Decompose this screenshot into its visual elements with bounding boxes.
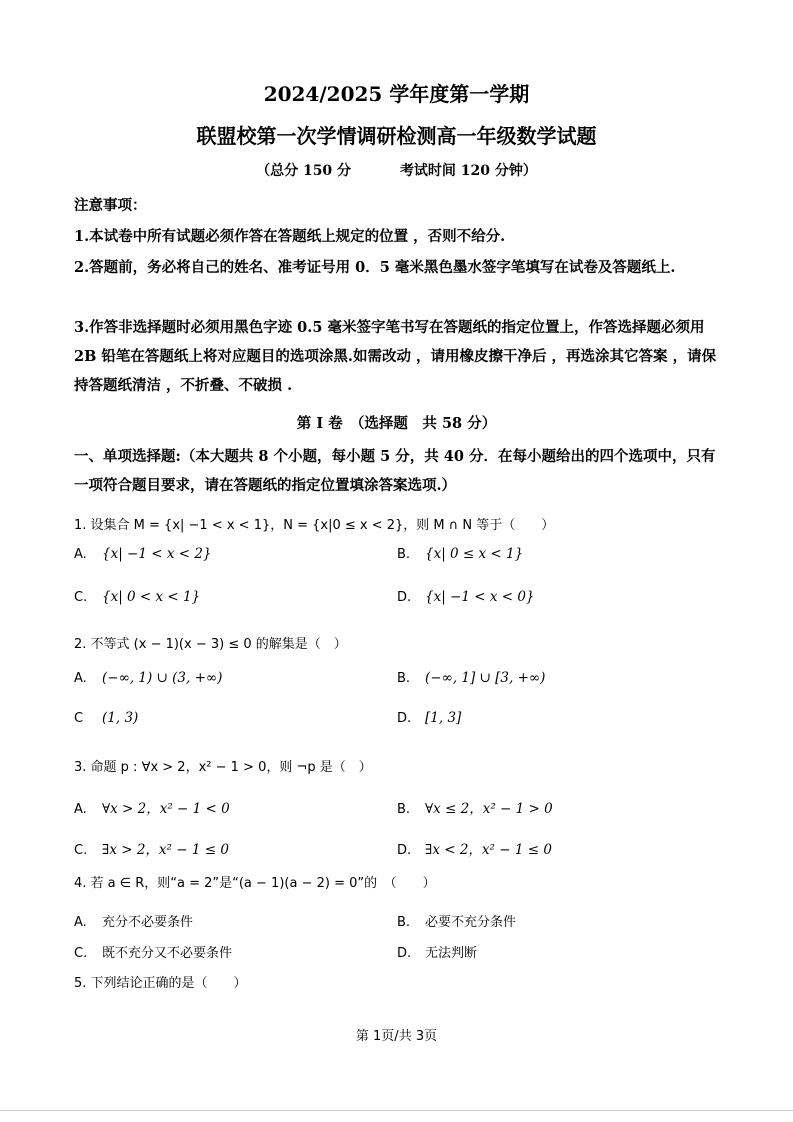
question-3-stem: 3. 命题 p : ∀x > 2，x² − 1 > 0，则 ¬p 是（ ） <box>74 760 372 775</box>
q2-option-b: B. (−∞, 1] ∪ [3, +∞) <box>397 670 546 686</box>
question-2-stem: 2. 不等式 (x − 1)(x − 3) ≤ 0 的解集是（ ） <box>74 637 347 652</box>
q3-option-d: D. ∃x < 2，x² − 1 ≤ 0 <box>397 842 552 858</box>
q4-option-c: C. 既不充分又不必要条件 <box>74 946 233 961</box>
q1-option-b: B. {x| 0 ≤ x < 1} <box>397 546 524 562</box>
note-item-2: 2.答题前，务必将自己的姓名、准考证号用 0．5 毫米黑色墨水签字笔填写在试卷及答题纸上. <box>74 259 676 276</box>
q4-option-b: B. 必要不充分条件 <box>397 915 517 930</box>
exam-term-title: 2024/2025 学年度第一学期 <box>263 82 530 106</box>
q3-option-c: C. ∃x > 2，x² − 1 ≤ 0 <box>74 842 229 858</box>
note-item-3: 3.作答非选择题时必须用黑色字迹 0.5 毫米签字笔书写在答题纸的指定位置上，作答选择题必须用 2B 铅笔在答题纸上将对应题目的选项涂黑.如需改动 ，请用橡皮擦干净后 ，再选涂其它答案 ，请保持答题纸清洁 ，不折叠、不破损 . <box>74 319 717 394</box>
q3-option-a: A. ∀x > 2，x² − 1 < 0 <box>74 801 230 817</box>
exam-meta <box>0 160 793 180</box>
q3-option-b: B. ∀x ≤ 2，x² − 1 > 0 <box>397 801 553 817</box>
exam-title: 联盟校第一次学情调研检测高一年级数学试题 <box>196 124 597 148</box>
notes-heading: 注意事项： <box>74 197 147 214</box>
question-4-stem: 4. 若 a ∈ R，则“a = 2”是“(a − 1)(a − 2) = 0”的 （ ） <box>74 876 436 891</box>
section-intro: 一、单项选择题:（本大题共 8 个小题，每小题 5 分，共 40 分．在每小题给出的四个选项中，只有一项符合题目要求，请在答题纸的指定位置填涂答案选项.） <box>74 448 716 494</box>
total-score: （总分 150 分 <box>256 163 352 179</box>
question-1-stem: 1. 设集合 M = {x| −1 < x < 1}，N = {x|0 ≤ x < 2}，则 M ∩ N 等于（ ） <box>74 518 555 533</box>
section-title: 第 I 卷 （选择题 共 58 分） <box>296 415 497 432</box>
note-item-1: 1.本试卷中所有试题必须作答在答题纸上规定的位置 ，否则不给分. <box>74 228 506 245</box>
q1-option-a: A. {x| −1 < x < 2} <box>74 546 212 562</box>
q2-option-d: D. [1, 3] <box>397 710 462 726</box>
q2-option-c: C (1, 3) <box>74 710 139 726</box>
page-number: 第 1页/共 3页 <box>355 1029 438 1044</box>
question-5-stem: 5. 下列结论正确的是（ ） <box>74 976 247 991</box>
q4-option-a: A. 充分不必要条件 <box>74 915 194 930</box>
q2-option-a: A. (−∞, 1) ∪ (3, +∞) <box>74 670 223 686</box>
exam-time: 考试时间 120 分钟） <box>399 163 537 179</box>
q1-option-d: D. {x| −1 < x < 0} <box>397 589 535 605</box>
q4-option-d: D. 无法判断 <box>397 946 478 961</box>
page-bottom-divider <box>0 1110 793 1111</box>
q1-option-c: C. {x| 0 < x < 1} <box>74 589 201 605</box>
